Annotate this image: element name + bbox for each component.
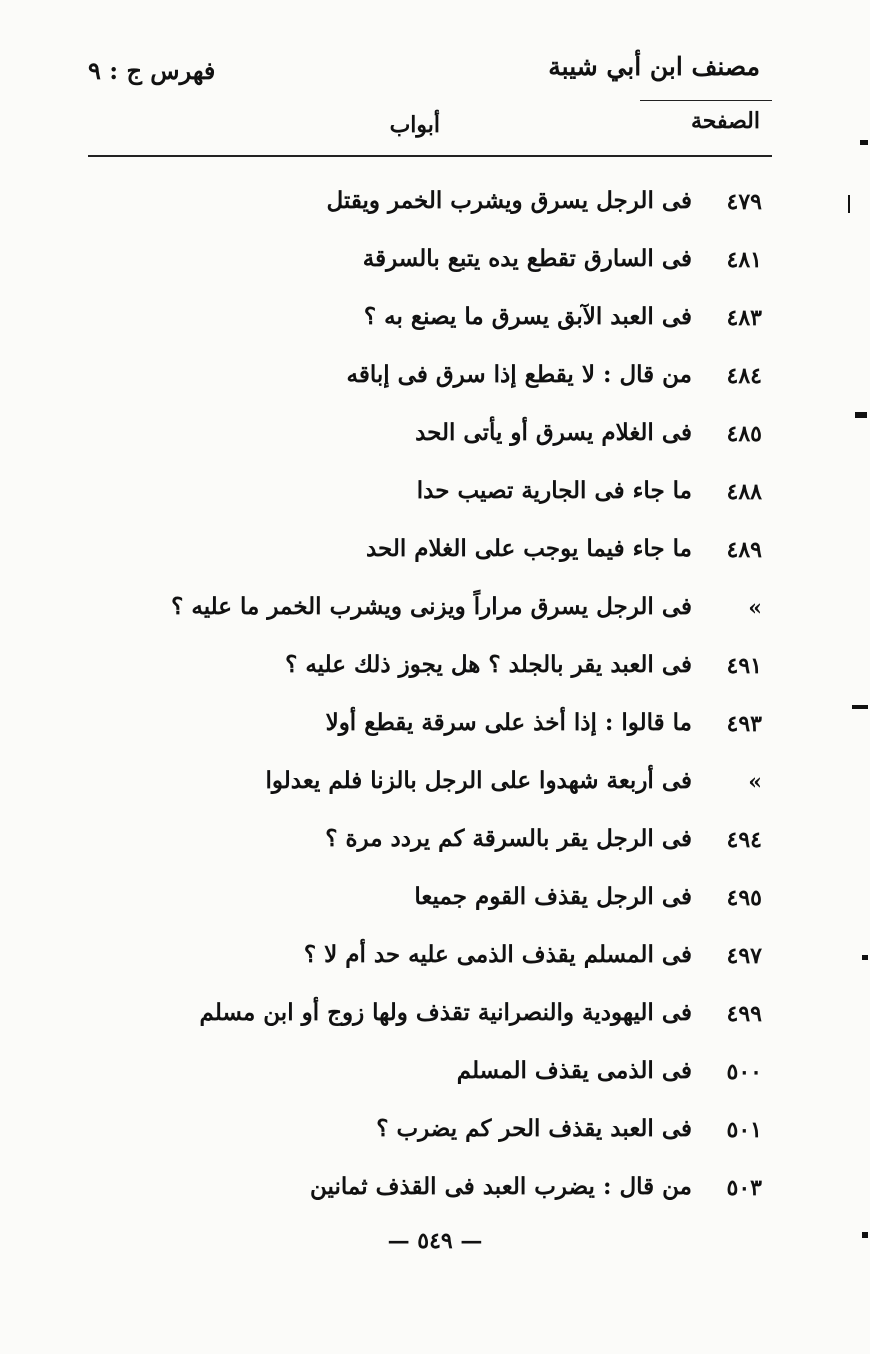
entry-page: ٤٩٣ — [726, 711, 762, 737]
entry-title: فى السارق تقطع يده يتبع بالسرقة — [362, 245, 692, 272]
entry-page: ٤٧٩ — [726, 189, 762, 215]
index-entry — [0, 697, 870, 755]
index-entry — [0, 929, 870, 987]
entry-page: ٤٩٩ — [726, 1001, 762, 1027]
entry-title: فى العبد يقر بالجلد ؟ هل يجوز ذلك عليه ؟ — [285, 651, 692, 678]
index-label: فهرس ج : ٩ — [88, 56, 216, 85]
entry-page: ٥٠٣ — [726, 1175, 762, 1201]
index-entry — [0, 1161, 870, 1219]
index-entry — [0, 523, 870, 581]
index-entry — [0, 291, 870, 349]
index-entry — [0, 349, 870, 407]
entry-title: ما قالوا : إذا أخذ على سرقة يقطع أولا — [325, 709, 692, 736]
entry-page: ٤٩٤ — [726, 827, 762, 853]
book-title: مصنف ابن أبي شيبة — [548, 52, 760, 81]
index-entry — [0, 871, 870, 929]
scan-mark — [848, 195, 850, 213]
entry-title: من قال : يضرب العبد فى القذف ثمانين — [310, 1173, 692, 1200]
entry-page: ٤٨٥ — [726, 421, 762, 447]
index-entry — [0, 755, 870, 813]
entry-page: ٤٩١ — [726, 653, 762, 679]
entry-page: ٤٩٥ — [726, 885, 762, 911]
header-rule — [640, 100, 772, 101]
entry-title: فى العبد الآبق يسرق ما يصنع به ؟ — [363, 303, 692, 330]
index-entry — [0, 581, 870, 639]
scan-mark — [852, 705, 868, 709]
entry-page: » — [748, 595, 762, 621]
entry-title: فى اليهودية والنصرانية تقذف ولها زوج أو ابن مسلم — [199, 999, 692, 1026]
scan-mark — [862, 955, 868, 960]
index-entry — [0, 1103, 870, 1161]
index-entry — [0, 813, 870, 871]
entry-title: فى الرجل يسرق ويشرب الخمر ويقتل — [326, 187, 692, 214]
entry-page: ٤٨١ — [726, 247, 762, 273]
entry-title: فى الرجل يسرق مراراً ويزنى ويشرب الخمر ما عليه ؟ — [171, 593, 692, 620]
entry-page: ٤٨٣ — [726, 305, 762, 331]
entry-page: ٤٨٨ — [726, 479, 762, 505]
entry-page: ٥٠٠ — [726, 1059, 762, 1085]
entry-page: ٤٩٧ — [726, 943, 762, 969]
index-entry — [0, 175, 870, 233]
entry-title: فى أربعة شهدوا على الرجل بالزنا فلم يعدلوا — [265, 767, 692, 794]
index-entry — [0, 1045, 870, 1103]
scan-mark — [860, 140, 868, 145]
entry-page: » — [748, 769, 762, 795]
entry-page: ٤٨٤ — [726, 363, 762, 389]
page-number: — ٥٤٩ — — [387, 1228, 483, 1254]
index-entry — [0, 407, 870, 465]
entry-title: فى العبد يقذف الحر كم يضرب ؟ — [376, 1115, 692, 1142]
column-header-chapters: أبواب — [389, 112, 440, 138]
entry-title: ما جاء فى الجارية تصيب حدا — [416, 477, 692, 504]
entry-title: فى الذمى يقذف المسلم — [456, 1057, 692, 1084]
entry-title: فى الرجل يقذف القوم جميعا — [414, 883, 692, 910]
index-entry — [0, 465, 870, 523]
index-entry — [0, 987, 870, 1045]
entry-title: فى الغلام يسرق أو يأتى الحد — [415, 419, 692, 446]
entry-title: من قال : لا يقطع إذا سرق فى إباقه — [346, 361, 692, 388]
entry-title: ما جاء فيما يوجب على الغلام الحد — [365, 535, 692, 562]
column-header-rule — [88, 155, 772, 157]
entry-title: فى الرجل يقر بالسرقة كم يردد مرة ؟ — [325, 825, 692, 852]
column-header-page: الصفحة — [690, 108, 760, 134]
entry-page: ٥٠١ — [726, 1117, 762, 1143]
index-entry — [0, 639, 870, 697]
index-entry — [0, 233, 870, 291]
entry-page: ٤٨٩ — [726, 537, 762, 563]
entry-title: فى المسلم يقذف الذمى عليه حد أم لا ؟ — [303, 941, 692, 968]
scan-mark — [855, 412, 867, 418]
scan-mark — [862, 1232, 868, 1238]
